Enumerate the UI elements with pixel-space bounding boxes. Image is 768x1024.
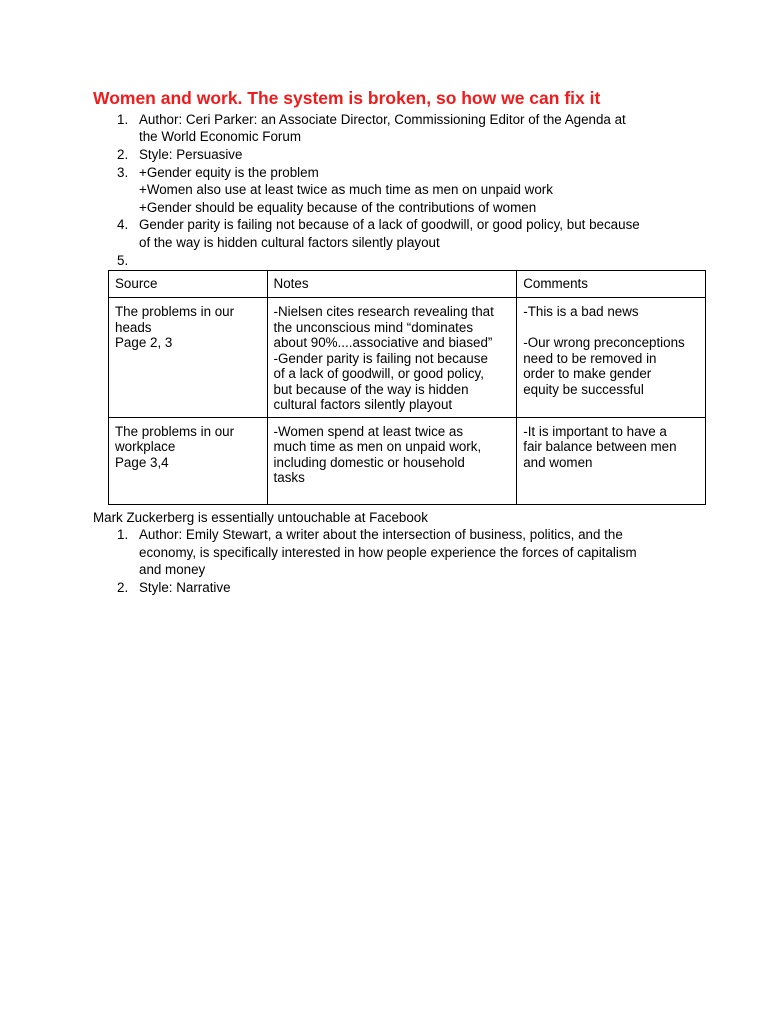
cell-line: order to make gender: [523, 366, 652, 381]
list-number: 5.: [117, 253, 129, 268]
cell-line: -It is important to have a: [523, 423, 667, 439]
cell-line: -Women spend at least twice as: [273, 423, 464, 439]
list-item-line: Style: Persuasive: [139, 147, 243, 162]
cell-line: Page 3,4: [115, 454, 169, 470]
cell-line: The problems in our: [115, 423, 235, 439]
cell-line: tasks: [273, 470, 305, 485]
list-item-line: +Gender should be equality because of the contributions of women: [139, 200, 537, 215]
comments-cell: [517, 298, 706, 418]
list-number: 3.: [117, 165, 129, 180]
list-item-line: +Gender equity is the problem: [139, 165, 319, 180]
cell-line: -Nielsen cites research revealing that: [273, 304, 494, 319]
list-number: 2.: [117, 580, 129, 595]
cell-line: The problems in our: [115, 304, 235, 319]
list-item-line: economy, is specifically interested in how people experience the forces of capitalism: [139, 545, 637, 560]
list-number: 1.: [117, 527, 129, 542]
source-cell: [109, 298, 268, 418]
document-title: Women and work. The system is broken, so how we can fix it: [93, 88, 601, 108]
list-number: 4.: [117, 217, 129, 232]
header-notes: Notes: [267, 271, 517, 298]
section-heading: Mark Zuckerberg is essentially untouchable at Facebook: [93, 510, 428, 525]
cell-line: -This is a bad news: [523, 304, 639, 319]
list-item-line: Author: Emily Stewart, a writer about the intersection of business, politics, and the: [139, 527, 623, 542]
list-item-line: Author: Ceri Parker: an Associate Director, Commissioning Editor of the Agenda at: [139, 112, 626, 127]
cell-spacer: [523, 320, 700, 336]
table-row: [109, 298, 706, 418]
cell-line: and women: [523, 454, 593, 470]
cell-line: equity be successful: [523, 381, 644, 397]
list-item-line: and money: [139, 562, 206, 577]
cell-line: including domestic or household: [273, 454, 465, 470]
header-source: Source: [109, 271, 268, 298]
cell-line: heads: [115, 319, 152, 335]
cell-line: -Gender parity is failing not because: [273, 350, 488, 366]
comments-cell: [517, 417, 706, 504]
source-cell: [109, 417, 268, 504]
cell-line: but because of the way is hidden: [273, 381, 469, 397]
list-item-line: Gender parity is failing not because of a lack of goodwill, or good policy, but because: [139, 217, 640, 232]
list-item-line: +Women also use at least twice as much time as men on unpaid work: [139, 182, 553, 197]
notes-table: [108, 270, 706, 505]
cell-line: workplace: [115, 439, 176, 454]
table-row: [109, 417, 706, 504]
list-item-line: the World Economic Forum: [139, 129, 301, 144]
notes-cell: [267, 298, 517, 418]
cell-line: the unconscious mind “dominates: [273, 319, 474, 335]
cell-line: -Our wrong preconceptions: [523, 335, 685, 350]
cell-line: about 90%....associative and biased”: [273, 335, 493, 350]
table-header-row: [109, 271, 706, 298]
cell-line: Page 2, 3: [115, 335, 173, 350]
header-comments: Comments: [517, 271, 706, 298]
cell-line: need to be removed in: [523, 350, 657, 366]
list-item-line: of the way is hidden cultural factors silently playout: [139, 235, 440, 250]
cell-line: cultural factors silently playout: [273, 397, 453, 412]
notes-cell: [267, 417, 517, 504]
list-number: 2.: [117, 147, 129, 162]
list-item-line: Style: Narrative: [139, 580, 231, 595]
cell-line: of a lack of goodwill, or good policy,: [273, 366, 484, 381]
cell-line: much time as men on unpaid work,: [273, 439, 482, 454]
list-number: 1.: [117, 112, 129, 127]
cell-line: fair balance between men: [523, 439, 677, 454]
